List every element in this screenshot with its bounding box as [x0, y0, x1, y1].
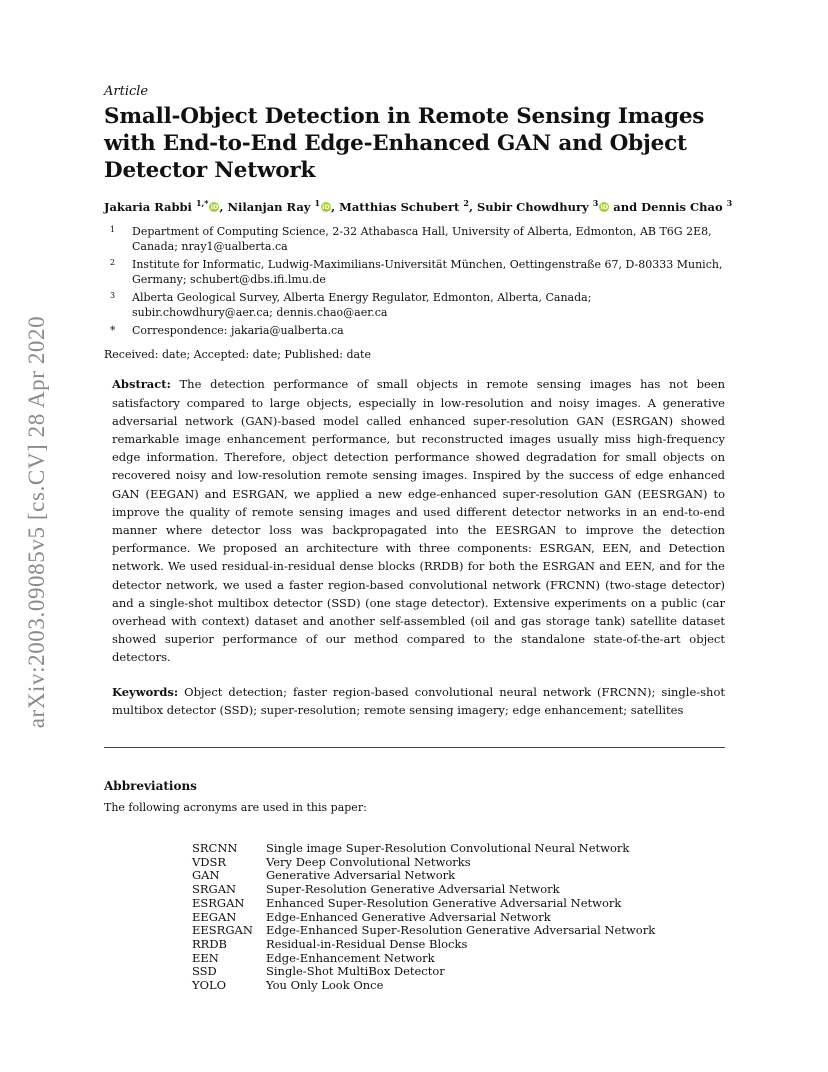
- author-name: Matthias Schubert: [339, 199, 460, 214]
- abbreviation-acronym: EESRGAN: [192, 923, 253, 938]
- abbreviation-row: [192, 924, 655, 938]
- abbreviation-row: [192, 911, 655, 925]
- abbreviation-meaning: Generative Adversarial Network: [266, 868, 456, 883]
- abbreviation-row: [192, 952, 655, 966]
- abbreviation-meaning: Single image Super-Resolution Convolutional Neural Network: [266, 840, 630, 855]
- affiliation-text: Correspondence: jakaria@ualberta.ca: [132, 323, 344, 337]
- abstract-label: Abstract:: [112, 377, 171, 392]
- arxiv-identifier: arXiv:2003.09085v5 [cs.CV] 28 Apr 2020: [24, 315, 49, 729]
- abbreviation-meaning: Enhanced Super-Resolution Generative Adversarial Network: [266, 895, 622, 910]
- affiliation-marker: 2: [110, 257, 116, 267]
- author-name: Subir Chowdhury: [476, 199, 589, 214]
- abbreviation-meaning: Very Deep Convolutional Networks: [266, 854, 471, 869]
- abbreviation-row: [192, 897, 655, 911]
- author-separator: ,: [468, 199, 477, 214]
- affiliation-item: [104, 224, 725, 255]
- abbreviations-table: [192, 842, 655, 993]
- abbreviation-row: [192, 842, 655, 856]
- abbreviation-acronym: EEN: [192, 950, 219, 965]
- affiliation-marker: *: [110, 323, 116, 337]
- keywords-text: Object detection; faster region-based convolutional neural network (FRCNN); single-shot multibox detector (SSD); super-resolution; remote sensing imagery; edge enhancement; satellites: [112, 684, 725, 717]
- abbreviation-meaning: Edge-Enhanced Super-Resolution Generative Adversarial Network: [266, 923, 656, 938]
- affiliation-marker: 1: [110, 224, 116, 234]
- abbreviations-heading: Abbreviations: [104, 778, 197, 793]
- affiliation-text: Department of Computing Science, 2-32 Athabasca Hall, University of Alberta, Edmonton, AB T6G 2E8, Canada; nray1@ualberta.ca: [132, 224, 712, 254]
- abbreviation-meaning: Residual-in-Residual Dense Blocks: [266, 936, 468, 951]
- orcid-icon[interactable]: iD: [322, 202, 330, 211]
- section-divider: [104, 747, 725, 748]
- author-separator: ,: [331, 199, 340, 214]
- author-list: [104, 198, 733, 214]
- author-name: Dennis Chao: [641, 199, 723, 214]
- abbreviation-acronym: RRDB: [192, 936, 227, 951]
- keywords-label: Keywords:: [112, 684, 179, 699]
- author-affiliation-marker: 1,*: [195, 198, 209, 208]
- abbreviation-row: [192, 965, 655, 979]
- affiliation-text: Alberta Geological Survey, Alberta Energy Regulator, Edmonton, Alberta, Canada; subir.chowdhury@aer.ca; dennis.chao@aer.ca: [132, 290, 592, 320]
- author-separator: and: [609, 199, 642, 214]
- abbreviation-meaning: You Only Look Once: [266, 978, 384, 993]
- abbreviation-meaning: Edge-Enhancement Network: [266, 950, 435, 965]
- abbreviation-acronym: VDSR: [192, 854, 227, 869]
- author-separator: ,: [219, 199, 228, 214]
- abbreviation-acronym: SRGAN: [192, 882, 237, 897]
- abbreviation-row: [192, 979, 655, 993]
- orcid-icon[interactable]: iD: [600, 202, 609, 211]
- affiliation-marker: 3: [110, 290, 116, 300]
- abbreviation-meaning: Single-Shot MultiBox Detector: [266, 964, 445, 979]
- affiliation-item: [104, 290, 725, 321]
- author-affiliation-marker: 2: [463, 198, 469, 208]
- abbreviation-acronym: GAN: [192, 868, 220, 883]
- author-affiliation-marker: 1: [314, 198, 321, 208]
- affiliation-list: [104, 224, 725, 339]
- abbreviation-row: [192, 869, 655, 883]
- abbreviations-intro: The following acronyms are used in this paper:: [104, 800, 367, 814]
- abbreviation-acronym: ESRGAN: [192, 895, 245, 910]
- author-name: Nilanjan Ray: [227, 199, 311, 214]
- abbreviation-acronym: YOLO: [192, 978, 227, 993]
- affiliation-text: Institute for Informatic, Ludwig-Maximilians-Universität München, Oettingenstraße 67, D-80333 Munich, Germany; schubert@dbs.ifi.lmu.de: [132, 257, 723, 287]
- keywords: [112, 683, 725, 719]
- abbreviation-row: [192, 883, 655, 897]
- paper-page: [104, 84, 733, 993]
- abbreviation-acronym: SRCNN: [192, 840, 238, 855]
- publication-dates: Received: date; Accepted: date; Published: date: [104, 348, 371, 362]
- abbreviation-acronym: SSD: [192, 964, 217, 979]
- orcid-icon[interactable]: iD: [210, 202, 219, 211]
- abstract-text: The detection performance of small objects in remote sensing images has not been satisfactory compared to large objects, especially in low-resolution and noisy images. A generative adversarial network (GAN)-based model called enhanced super-resolution GAN (ESRGAN) showed remarkable image enhancement performance, but reconstructed images usually miss high-frequency edge information. Therefore, object detection performance showed degradation for small objects on recovered noisy and low-resolution remote sensing images. Inspired by the success of edge enhanced GAN (EEGAN) and ESRGAN, we applied a new edge-enhanced super-resolution GAN (EESRGAN) to improve the quality of remote sensing images and used different detector networks in an end-to-end manner where detector loss was backpropagated into the EESRGAN to improve the detection performance. We proposed an architecture with three components: ESRGAN, EEN, and Detection network. We used residual-in-residual dense blocks (RRDB) for both the ESRGAN and EEN, and for the detector network, we used a faster region-based convolutional network (FRCNN) (two-stage detector) and a single-shot multibox detector (SSD) (one stage detector). Extensive experiments on a public (car overhead with context) dataset and another self-assembled (oil and gas storage tank) satellite dataset showed superior performance of our method compared to the standalone state-of-the-art object detectors.: [112, 377, 725, 665]
- paper-title: Small-Object Detection in Remote Sensing Images with End-to-End Edge-Enhanced GAN and Object Detector Network: [104, 104, 705, 183]
- affiliation-item: [104, 323, 725, 339]
- author-name: Jakaria Rabbi: [104, 199, 192, 214]
- abstract: [112, 375, 725, 666]
- arxiv-sidebar-stamp: [22, 286, 52, 758]
- abbreviation-row: [192, 938, 655, 952]
- abbreviation-meaning: Edge-Enhanced Generative Adversarial Network: [266, 909, 551, 924]
- article-type: Article: [104, 84, 149, 99]
- abbreviation-acronym: EEGAN: [192, 909, 237, 924]
- affiliation-item: [104, 257, 725, 288]
- author-affiliation-marker: 3: [726, 198, 733, 208]
- author-affiliation-marker: 3: [592, 198, 599, 208]
- abbreviation-meaning: Super-Resolution Generative Adversarial Network: [266, 882, 560, 897]
- abbreviation-row: [192, 856, 655, 870]
